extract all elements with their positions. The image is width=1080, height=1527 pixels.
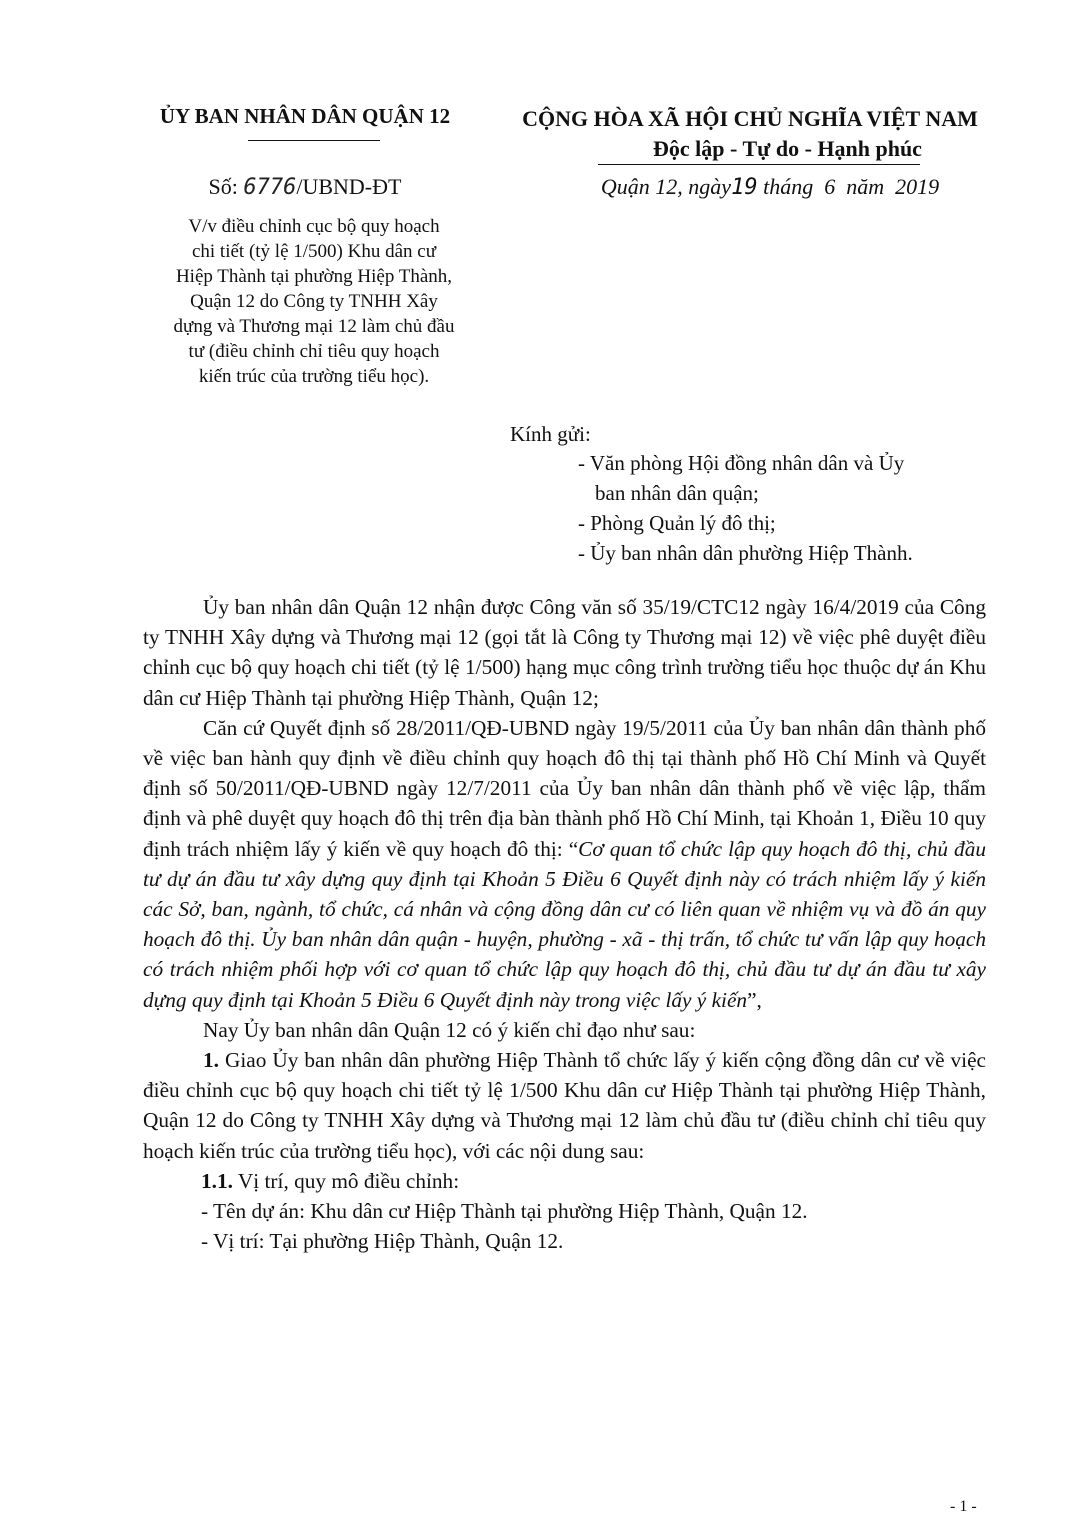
subject-line: tư (điều chỉnh chỉ tiêu quy hoạch [188,341,440,362]
item-number: 1. [203,1048,219,1073]
item-text: Giao Ủy ban nhân dân phường Hiệp Thành tổ chức lấy ý kiến cộng đồng dân cư về việc điều chỉnh cục bộ quy hoạch chi tiết tỷ lệ 1/500 Khu dân cư Hiệp Thành tại phường Hiệp Thành, Quận 12 do Công ty TNHH Xây dựng và Thương mại 12 làm chủ đầu tư (điều chỉnh chỉ tiêu quy hoạch kiến trúc của trường tiểu học), với các nội dung sau: [143,1048,986,1163]
subject-line: kiến trúc của trường tiểu học). [198,366,430,387]
legal-quote-end: ”, [747,987,762,1012]
recipient-item: - Ủy ban nhân dân phường Hiệp Thành. [578,541,913,565]
doc-number-suffix: /UBND-ĐT [296,174,402,199]
body-paragraph-item-1-1 [143,1166,986,1196]
body-paragraph: Nay Ủy ban nhân dân Quận 12 có ý kiến chỉ đạo như sau: [203,1017,696,1042]
legal-basis-text: Căn cứ Quyết định số 28/2011/QĐ-UBND ngày 19/5/2011 của Ủy ban nhân dân thành phố về việc ban hành quy định về điều chỉnh quy hoạch đô thị tại thành phố Hồ Chí Minh và Quyết định số 50/2011/QĐ-UBND ngày 12/7/2011 của Ủy ban nhân dân thành phố về việc lập, thẩm định và phê duyệt quy hoạch đô thị trên địa bàn thành phố Hồ Chí Minh, tại Khoản 1, Điều 10 quy định trách nhiệm lấy ý kiến về quy hoạch đô thị: “ [143,715,986,861]
national-header [490,104,1010,164]
subject-line: V/v điều chỉnh cục bộ quy hoạch [188,216,440,237]
motto: Độc lập - Tự do - Hạnh phúc [653,136,922,161]
body-paragraph: Ủy ban nhân dân Quận 12 nhận được Công văn số 35/19/CTC12 ngày 16/4/2019 của Công ty TNHH Xây dựng và Thương mại 12 (gọi tắt là Công ty Thương mại 12) về việc phê duyệt điều chỉnh cục bộ quy hoạch chi tiết (tỷ lệ 1/500) hạng mục công trình trường tiểu học thuộc dự án Khu dân cư Hiệp Thành tại phường Hiệp Thành, Quận 12; [143,595,986,710]
date-rest: tháng 6 năm 2019 [757,174,940,199]
issuer-name: ỦY BAN NHÂN DÂN QUẬN 12 [159,104,451,128]
document-number [150,174,460,200]
letter-body [143,592,986,1256]
body-paragraph-legal-basis [143,713,986,1015]
doc-number-handwritten: 6776 [243,175,297,200]
doc-number-prefix: Số: [208,174,244,199]
subject-block [150,214,478,389]
page-number: - 1 - [950,1498,977,1515]
issuer-underline [248,140,380,141]
date-line [540,174,1000,200]
motto-underline [598,164,920,165]
subject-line: Quận 12 do Công ty TNHH Xây [190,291,438,312]
legal-quote: Cơ quan tổ chức lập quy hoạch đô thị, chủ đầu tư dự án đầu tư xây dựng quy định tại Khoản 5 Điều 6 Quyết định này có trách nhiệm lấy ý kiến các Sở, ban, ngành, tổ chức, cá nhân và cộng đồng dân cư có liên quan về nhiệm vụ và đồ án quy hoạch đô thị. Ủy ban nhân dân quận - huyện, phường - xã - thị trấn, tổ chức tư vấn lập quy hoạch có trách nhiệm phối hợp với cơ quan tổ chức lập quy hoạch đô thị, chủ đầu tư dự án đầu tư xây dựng quy định tại Khoản 5 Điều 6 Quyết định này trong việc lấy ý kiến [143,836,986,1012]
body-paragraph-item-1 [143,1045,986,1166]
body-line: - Tên dự án: Khu dân cư Hiệp Thành tại phường Hiệp Thành, Quận 12. [201,1199,808,1224]
subject-line: Hiệp Thành tại phường Hiệp Thành, [175,266,453,287]
item-text: Vị trí, quy mô điều chỉnh: [232,1168,460,1193]
recipient-item-continuation: ban nhân dân quận; [595,481,759,505]
subject-line: dựng và Thương mại 12 làm chủ đầu [173,316,455,337]
recipient-item: - Phòng Quản lý đô thị; [578,511,776,535]
body-line: - Vị trí: Tại phường Hiệp Thành, Quận 12. [201,1229,564,1254]
date-day-handwritten: 19 [731,175,758,200]
recipient-item: - Văn phòng Hội đồng nhân dân và Ủy [578,451,905,475]
subject-line: chi tiết (tỷ lệ 1/500) Khu dân cư [191,241,437,262]
item-number: 1.1. [201,1168,233,1193]
date-prefix: Quận 12, ngày [600,174,732,199]
greeting: Kính gửi: [510,422,591,446]
nation-name: CỘNG HÒA XÃ HỘI CHỦ NGHĨA VIỆT NAM [522,106,978,131]
recipient-list [578,448,998,568]
